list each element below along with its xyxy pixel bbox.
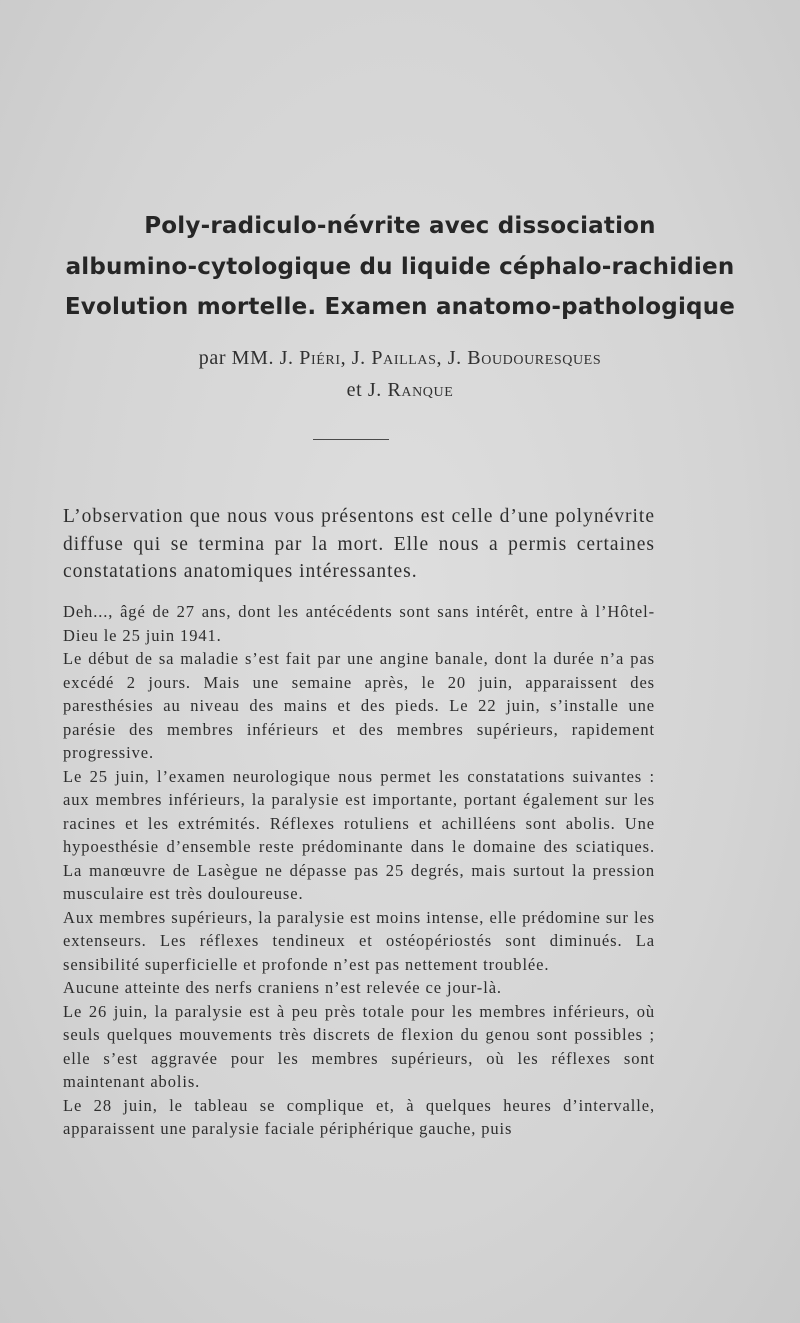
paragraph-exam-june-25: Le 25 juin, l’examen neurologique nous permet les constatations suivantes : aux membres inférieurs, la paralysie est importante, portant également sur les racines et les extrémités. Réflexes rotuliens et achilléens sont abolis. Une hypoesthésie d’ensemble reste prédominante dans le domaine des sciatiques. La manœuvre de Lasègue ne dépasse pas 25 degrés, mais surtout la pression musculaire est très douloureuse. — [63, 766, 655, 903]
authors-line-1 — [40, 348, 760, 368]
author-boudouresques: Boudouresques — [467, 347, 602, 369]
authors-separator: , J. — [340, 347, 372, 369]
paragraph-june-28: Le 28 juin, le tableau se complique et, à quelques heures d’intervalle, apparaissent une paralysie faciale périphérique gauche, puis — [63, 1095, 655, 1138]
title-separator-rule — [313, 439, 389, 440]
title-line-3: Evolution mortelle. Examen anatomo-pathologique — [64, 294, 736, 320]
author-pieri: Piéri — [299, 347, 341, 369]
authors-separator: , J. — [436, 347, 468, 369]
authors-line-2 — [40, 380, 760, 400]
author-paillas: Paillas — [371, 347, 437, 369]
paragraph-june-26: Le 26 juin, la paralysie est à peu près totale pour les membres inférieurs, où seuls quelques mouvements très discrets de flexion du genou sont possibles ; elle s’est aggravée pour les membres supérieurs, où les réflexes sont maintenant abolis. — [63, 1001, 655, 1091]
title-line-1: Poly-radiculo-névrite avec dissociation — [144, 213, 656, 239]
author-ranque: Ranque — [387, 379, 454, 401]
paragraph-admission: Deh..., âgé de 27 ans, dont les antécédents sont sans intérêt, entre à l’Hôtel-Dieu le 25 juin 1941. — [63, 602, 655, 645]
paragraph-onset: Le début de sa maladie s’est fait par une angine banale, dont la durée n’a pas excédé 2 jours. Mais une semaine après, le 20 juin, apparaissent des paresthésies au niveau des mains et des pieds. Le 22 juin, s’installe une parésie des membres inférieurs et des membres supérieurs, rapidement progressive. — [63, 649, 655, 762]
paragraph-cranial-nerves: Aucune atteinte des nerfs craniens n’est relevée ce jour-là. — [63, 978, 502, 997]
title-line-2: albumino-cytologique du liquide céphalo-rachidien — [65, 254, 735, 280]
authors-prefix: par MM. J. — [198, 347, 300, 369]
authors-line-2-prefix: et J. — [346, 379, 388, 401]
body-text — [63, 600, 655, 1141]
paragraph-upper-limbs: Aux membres supérieurs, la paralysie est moins intense, elle prédomine sur les extenseurs. Les réflexes tendineux et ostéopériostés sont diminués. La sensibilité superficielle et profonde n’est pas nettement troublée. — [63, 907, 655, 974]
intro-paragraph: L’observation que nous vous présentons est celle d’une polynévrite diffuse qui se termina par la mort. Elle nous a permis certaines constatations anatomiques intéressantes. — [63, 506, 655, 582]
